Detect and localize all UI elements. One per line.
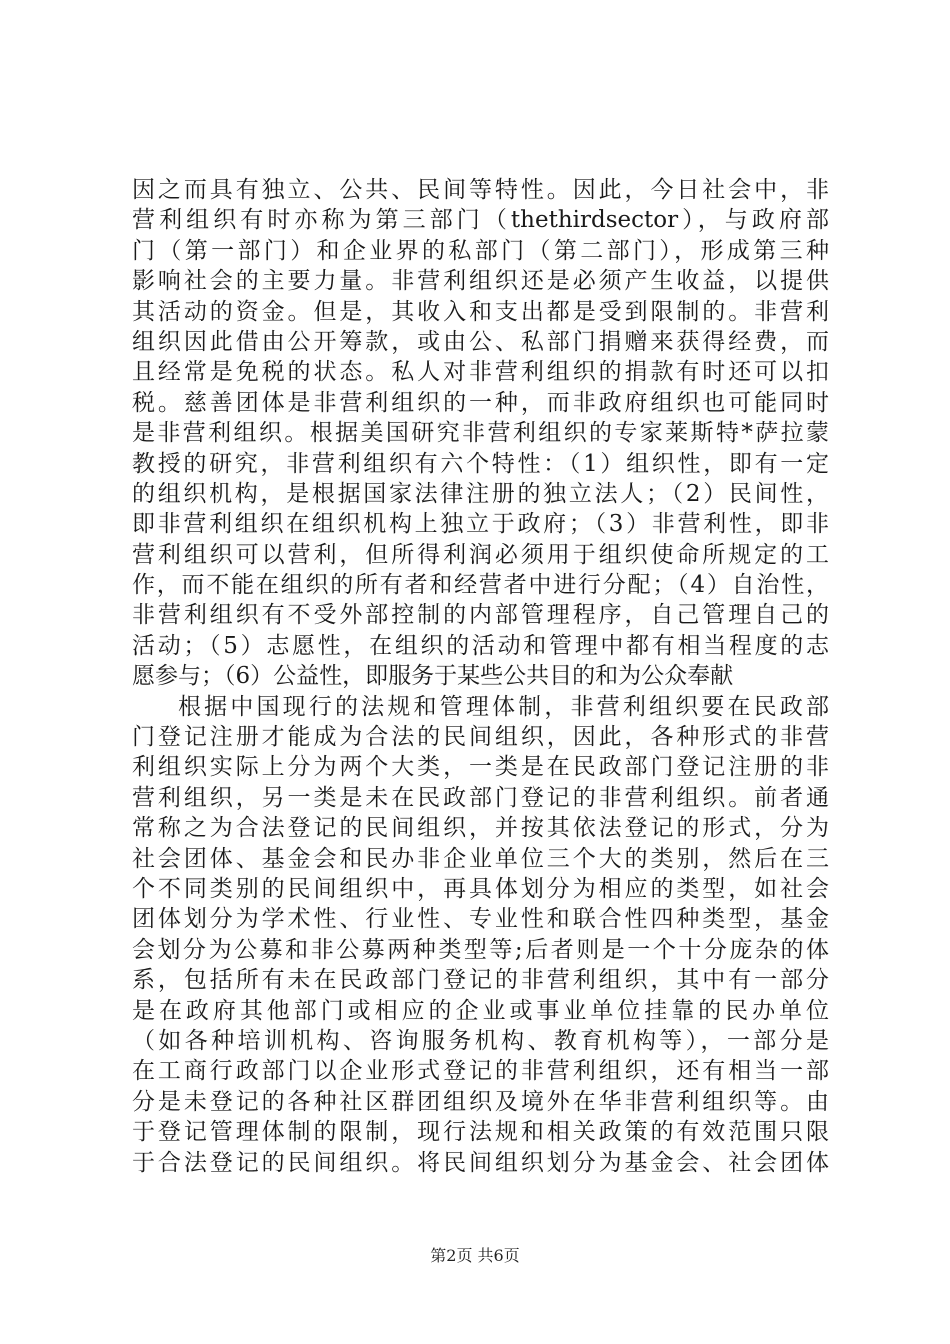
text-line: 分是未登记的各种社区群团组织及境外在华非营利组织等。由 [132, 1088, 829, 1115]
body-text [132, 175, 829, 1178]
text-line: 于登记管理体制的限制，现行法规和相关政策的有效范围只限 [132, 1119, 829, 1146]
text-line: 教授的研究，非营利组织有六个特性：（1）组织性，即有一定 [132, 450, 829, 477]
text-line: 非营利组织有不受外部控制的内部管理程序，自己管理自己的 [132, 602, 829, 629]
text-line: 愿参与；（6）公益性，即服务于某些公共目的和为公众奉献 [132, 663, 734, 690]
text-line: 是在政府其他部门或相应的企业或事业单位挂靠的民办单位 [132, 997, 829, 1024]
text-line: 社会团体、基金会和民办非企业单位三个大的类别，然后在三 [132, 845, 829, 872]
text-line: 常称之为合法登记的民间组织，并按其依法登记的形式，分为 [132, 815, 829, 842]
text-line: 利组织实际上分为两个大类，一类是在民政部门登记注册的非 [132, 754, 829, 781]
text-line: 且经常是免税的状态。私人对非营利组织的捐款有时还可以扣 [132, 359, 829, 386]
text-line: 会划分为公募和非公募两种类型等;后者则是一个十分庞杂的体 [132, 936, 829, 963]
text-line: 活动；（5）志愿性，在组织的活动和管理中都有相当程度的志 [132, 632, 829, 659]
text-line: 的组织机构，是根据国家法律注册的独立法人；（2）民间性， [132, 480, 829, 507]
text-line: 组织因此借由公开筹款，或由公、私部门捐赠来获得经费，而 [132, 328, 829, 355]
text-line: 是非营利组织。根据美国研究非营利组织的专家莱斯特*萨拉蒙 [132, 420, 829, 447]
text-line: 根据中国现行的法规和管理体制，非营利组织要在民政部 [178, 693, 829, 720]
text-line: 系，包括所有未在民政部门登记的非营利组织，其中有一部分 [132, 967, 829, 994]
text-line: 门（第一部门）和企业界的私部门（第二部门），形成第三种 [132, 237, 829, 264]
text-line: 于合法登记的民间组织。将民间组织划分为基金会、社会团体 [132, 1149, 829, 1176]
text-line: 门登记注册才能成为合法的民间组织，因此，各种形式的非营 [132, 724, 829, 751]
text-line: 影响社会的主要力量。非营利组织还是必须产生收益，以提供 [132, 268, 829, 295]
text-line: 因之而具有独立、公共、民间等特性。因此，今日社会中，非 [132, 177, 829, 203]
text-line: 其活动的资金。但是，其收入和支出都是受到限制的。非营利 [132, 298, 829, 325]
text-line: 税。慈善团体是非营利组织的一种，而非政府组织也可能同时 [132, 389, 829, 416]
page-footer: 第2页 共6页 [430, 1246, 520, 1265]
text-line: （如各种培训机构、咨询服务机构、教育机构等），一部分是 [132, 1027, 829, 1054]
text-line: 即非营利组织在组织机构上独立于政府；（3）非营利性，即非 [132, 511, 829, 538]
text-line: 营利组织可以营利，但所得利润必须用于组织使命所规定的工 [132, 541, 829, 568]
text-line: 个不同类别的民间组织中，再具体划分为相应的类型，如社会 [132, 875, 829, 902]
text-line: 作，而不能在组织的所有者和经营者中进行分配；（4）自治性， [132, 572, 829, 599]
text-line: 团体划分为学术性、行业性、专业性和联合性四种类型，基金 [132, 906, 829, 933]
text-line: 在工商行政部门以企业形式登记的非营利组织，还有相当一部 [132, 1058, 829, 1085]
text-line: 营利组织有时亦称为第三部门（thethirdsector），与政府部 [132, 207, 829, 234]
text-line: 营利组织，另一类是未在民政部门登记的非营利组织。前者通 [132, 784, 829, 811]
